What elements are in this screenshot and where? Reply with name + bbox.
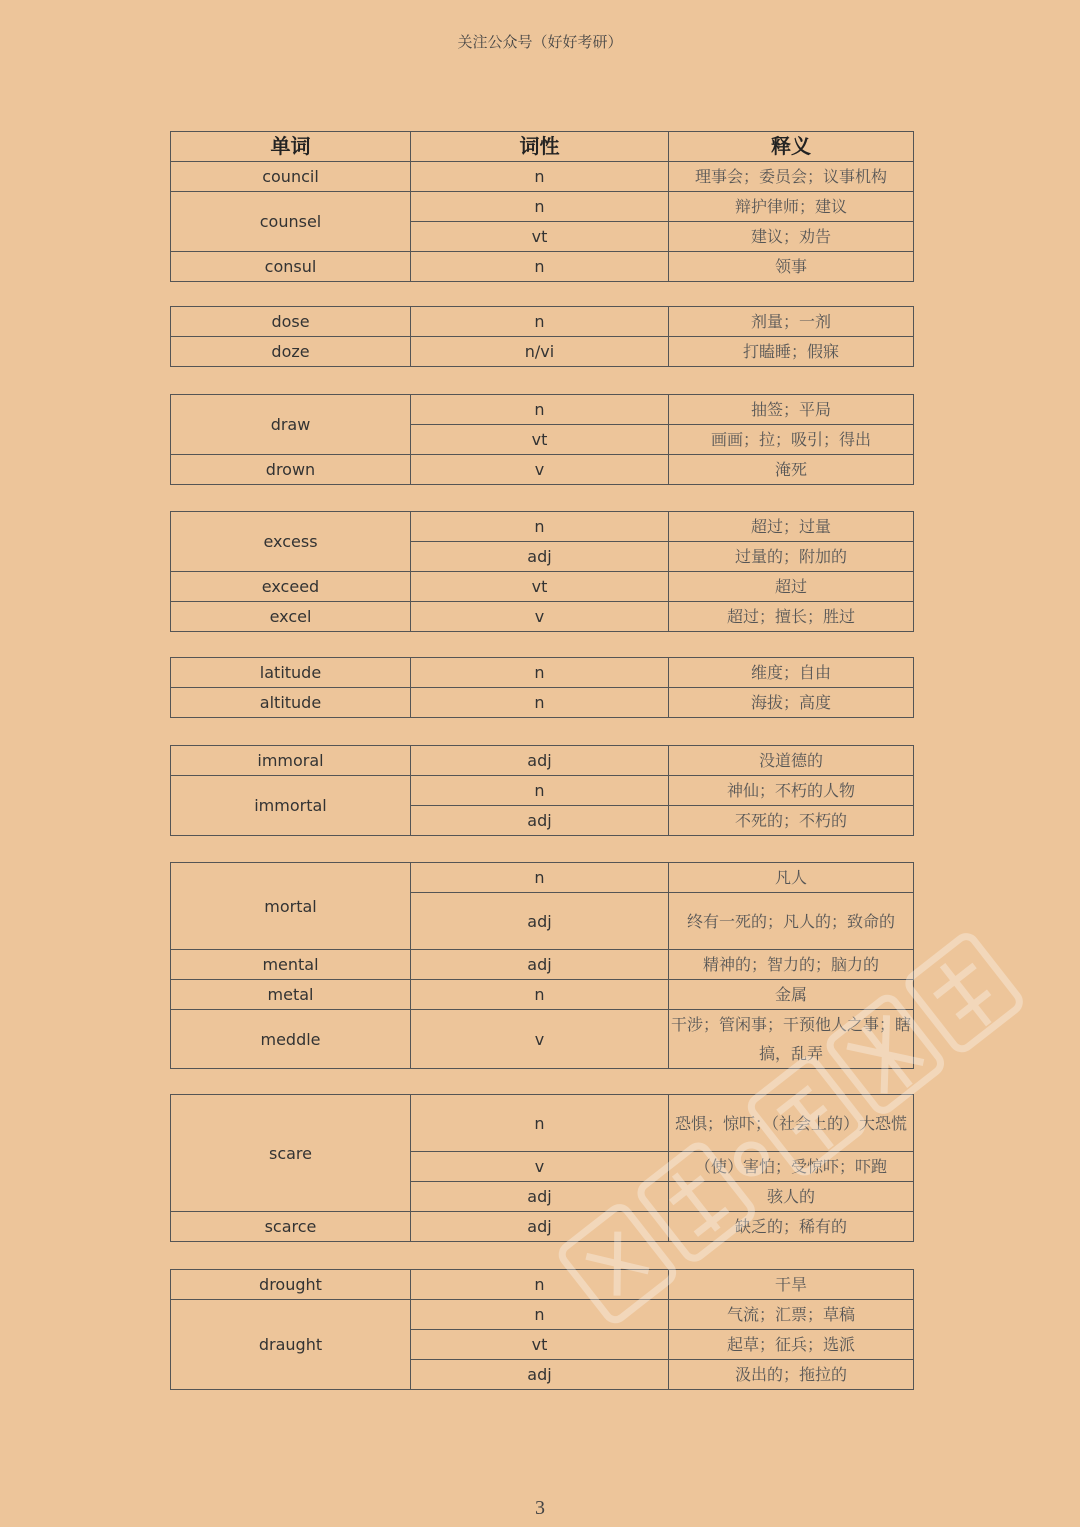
vocab-table-2 — [170, 306, 914, 367]
table-row — [171, 252, 914, 282]
pos-cell: adj — [411, 1212, 669, 1242]
pos-cell: n — [411, 980, 669, 1010]
meaning-cell: 终有一死的；凡人的；致命的 — [669, 893, 914, 950]
table-row — [171, 658, 914, 688]
meaning-cell: 凡人 — [669, 863, 914, 893]
meaning-cell: 精神的；智力的；脑力的 — [669, 950, 914, 980]
pos-cell: n — [411, 192, 669, 222]
word-cell: drought — [171, 1270, 411, 1300]
word-cell: immoral — [171, 746, 411, 776]
pos-cell: v — [411, 455, 669, 485]
meaning-cell: 画画；拉；吸引；得出 — [669, 425, 914, 455]
table-row — [171, 1270, 914, 1300]
vocab-table-9 — [170, 1269, 914, 1390]
meaning-cell: 气流；汇票；草稿 — [669, 1300, 914, 1330]
meaning-cell: 打瞌睡；假寐 — [669, 337, 914, 367]
meaning-cell: 淹死 — [669, 455, 914, 485]
table-row — [171, 1212, 914, 1242]
word-cell: doze — [171, 337, 411, 367]
word-cell: mortal — [171, 863, 411, 950]
meaning-cell: 超过；过量 — [669, 512, 914, 542]
pos-cell: n — [411, 863, 669, 893]
pos-cell: v — [411, 1010, 669, 1069]
meaning-cell: 干旱 — [669, 1270, 914, 1300]
meaning-cell: 缺乏的；稀有的 — [669, 1212, 914, 1242]
word-cell: meddle — [171, 1010, 411, 1069]
header-meaning: 释义 — [669, 132, 914, 162]
table-row — [171, 1300, 914, 1330]
vocab-table-1 — [170, 131, 914, 282]
word-cell: consul — [171, 252, 411, 282]
word-cell: latitude — [171, 658, 411, 688]
word-cell: altitude — [171, 688, 411, 718]
meaning-cell: 理事会；委员会；议事机构 — [669, 162, 914, 192]
word-cell: metal — [171, 980, 411, 1010]
word-cell: dose — [171, 307, 411, 337]
meaning-cell: 骇人的 — [669, 1182, 914, 1212]
meaning-cell: 领事 — [669, 252, 914, 282]
pos-cell: n/vi — [411, 337, 669, 367]
pos-cell: adj — [411, 746, 669, 776]
word-cell: counsel — [171, 192, 411, 252]
table-row — [171, 688, 914, 718]
pos-cell: vt — [411, 572, 669, 602]
word-cell: excess — [171, 512, 411, 572]
meaning-cell: 维度；自由 — [669, 658, 914, 688]
pos-cell: v — [411, 602, 669, 632]
meaning-cell: 建议；劝告 — [669, 222, 914, 252]
meaning-cell: 过量的；附加的 — [669, 542, 914, 572]
pos-cell: adj — [411, 1360, 669, 1390]
meaning-cell: 辩护律师；建议 — [669, 192, 914, 222]
pos-cell: vt — [411, 1330, 669, 1360]
pos-cell: n — [411, 688, 669, 718]
pos-cell: n — [411, 162, 669, 192]
pos-cell: n — [411, 512, 669, 542]
table-row — [171, 602, 914, 632]
vocab-table-7 — [170, 862, 914, 1069]
header-word: 单词 — [171, 132, 411, 162]
vocab-table-6 — [170, 745, 914, 836]
word-cell: exceed — [171, 572, 411, 602]
pos-cell: vt — [411, 222, 669, 252]
table-row — [171, 192, 914, 222]
vocab-table-4 — [170, 511, 914, 632]
word-cell: draw — [171, 395, 411, 455]
table-row — [171, 1095, 914, 1152]
pos-cell: v — [411, 1152, 669, 1182]
word-cell: council — [171, 162, 411, 192]
pos-cell: n — [411, 1095, 669, 1152]
table-header-row — [171, 132, 914, 162]
pos-cell: n — [411, 395, 669, 425]
meaning-cell: 抽签；平局 — [669, 395, 914, 425]
meaning-cell: 不死的；不朽的 — [669, 806, 914, 836]
meaning-cell: 恐惧；惊吓；（社会上的）大恐慌 — [669, 1095, 914, 1152]
pos-cell: n — [411, 1270, 669, 1300]
pos-cell: n — [411, 307, 669, 337]
meaning-cell: 神仙；不朽的人物 — [669, 776, 914, 806]
pos-cell: adj — [411, 950, 669, 980]
meaning-cell: 金属 — [669, 980, 914, 1010]
table-row — [171, 1010, 914, 1069]
word-cell: drown — [171, 455, 411, 485]
vocab-table-5 — [170, 657, 914, 718]
meaning-cell: 超过；擅长；胜过 — [669, 602, 914, 632]
vocab-table-3 — [170, 394, 914, 485]
pos-cell: adj — [411, 893, 669, 950]
pos-cell: n — [411, 658, 669, 688]
table-row — [171, 337, 914, 367]
meaning-cell: 剂量；一剂 — [669, 307, 914, 337]
word-cell: scare — [171, 1095, 411, 1212]
table-row — [171, 572, 914, 602]
pos-cell: adj — [411, 806, 669, 836]
table-row — [171, 746, 914, 776]
table-row — [171, 950, 914, 980]
meaning-cell: 干涉；管闲事；干预他人之事；瞎搞，乱弄 — [669, 1010, 914, 1069]
word-cell: draught — [171, 1300, 411, 1390]
table-row — [171, 395, 914, 425]
pos-cell: n — [411, 1300, 669, 1330]
table-row — [171, 512, 914, 542]
meaning-cell: 没道德的 — [669, 746, 914, 776]
word-cell: excel — [171, 602, 411, 632]
table-row — [171, 863, 914, 893]
pos-cell: n — [411, 252, 669, 282]
pos-cell: vt — [411, 425, 669, 455]
header-pos: 词性 — [411, 132, 669, 162]
table-row — [171, 455, 914, 485]
table-row — [171, 307, 914, 337]
page-number: 3 — [535, 1497, 545, 1519]
vocab-table-8 — [170, 1094, 914, 1242]
meaning-cell: （使）害怕；受惊吓；吓跑 — [669, 1152, 914, 1182]
meaning-cell: 汲出的；拖拉的 — [669, 1360, 914, 1390]
word-cell: mental — [171, 950, 411, 980]
table-row — [171, 980, 914, 1010]
meaning-cell: 起草；征兵；选派 — [669, 1330, 914, 1360]
table-row — [171, 776, 914, 806]
pos-cell: adj — [411, 1182, 669, 1212]
pos-cell: adj — [411, 542, 669, 572]
pos-cell: n — [411, 776, 669, 806]
page-header: 关注公众号（好好考研） — [457, 33, 623, 51]
meaning-cell: 海拔；高度 — [669, 688, 914, 718]
word-cell: immortal — [171, 776, 411, 836]
table-row — [171, 162, 914, 192]
meaning-cell: 超过 — [669, 572, 914, 602]
word-cell: scarce — [171, 1212, 411, 1242]
